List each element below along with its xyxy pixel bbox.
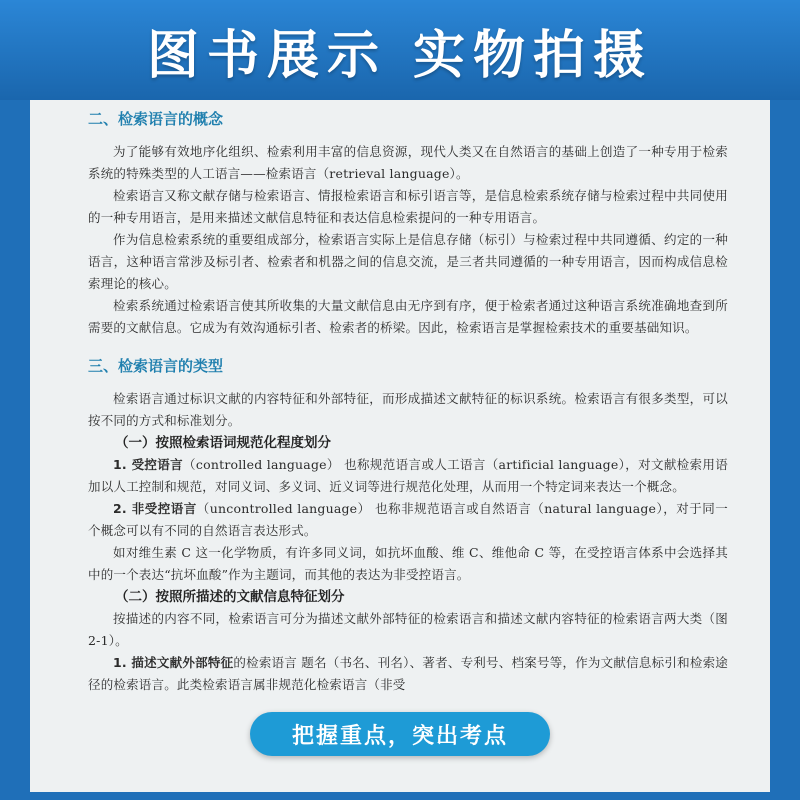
stamp-text: 把握重点，突出考点 — [291, 723, 508, 749]
term-label: 1. 受控语言 — [113, 457, 184, 472]
book-page — [88, 108, 728, 696]
term-label: 2. 非受控语言 — [113, 501, 197, 516]
paragraph-uncontrolled-language — [88, 498, 728, 542]
paragraph: 检索系统通过检索语言使其所收集的大量文献信息由无序到有序，便于检索者通过这种语言系统准确地查到所需要的文献信息。它成为有效沟通标引者、检索者的桥梁。因此，检索语言是掌握检索技术的重要基础知识。 — [88, 298, 728, 335]
top-banner — [0, 0, 800, 100]
book-page-photo — [20, 100, 780, 800]
highlight-stamp — [250, 712, 550, 756]
term-text: （uncontrolled language） 也称非规范语言或自然语言（natural language），对于同一个概念可以有不同的自然语言表达形式。 — [88, 501, 728, 538]
paragraph-example: 如对维生素 C 这一化学物质，有许多同义词，如抗坏血酸、维 C、维他命 C 等，在受控语言体系中会选择其中的一个表达“抗坏血酸”作为主题词，而其他的表达为非受控语言。 — [88, 545, 728, 582]
bottom-bar — [0, 792, 800, 800]
paragraph-external-features — [88, 652, 728, 696]
term-text: 的检索语言 题名（书名、刊名）、著者、专利号、档案号等，作为文献信息标引和检索途径的检索语言。此类检索语言属非规范化检索语言（非受 — [88, 655, 729, 692]
sub-heading-feature-type: （二）按照所描述的文献信息特征划分 — [115, 589, 345, 605]
term-text: （controlled language） 也称规范语言或人工语言（artificial language），对文献检索用语加以人工控制和规范，对同义词、多义词、近义词等进行规范化处理，从而用一个特定词来表达一个概念。 — [88, 457, 728, 494]
section-heading-concept: 二、检索语言的概念 — [88, 110, 224, 128]
paragraph: 检索语言通过标识文献的内容特征和外部特征，而形成描述文献特征的标识系统。检索语言有很多类型，可以按不同的方式和标准划分。 — [88, 391, 728, 428]
banner-title: 图书展示 实物拍摄 — [146, 25, 654, 86]
paragraph-controlled-language — [88, 454, 728, 498]
section-heading-types: 三、检索语言的类型 — [88, 357, 224, 375]
paragraph: 检索语言又称文献存储与检索语言、情报检索语言和标引语言等，是信息检索系统存储与检索过程中共同使用的一种专用语言，是用来描述文献信息特征和表达信息检索提问的一种专用语言。 — [88, 188, 728, 225]
paragraph: 作为信息检索系统的重要组成部分，检索语言实际上是信息存储（标引）与检索过程中共同遵循、约定的一种语言，这种语言常涉及标引者、检索者和机器之间的信息交流，是三者共同遵循的一种专用语言，因而构成信息检索理论的核心。 — [88, 232, 728, 291]
paragraph: 按描述的内容不同，检索语言可分为描述文献外部特征的检索语言和描述文献内容特征的检索语言两大类（图 2-1）。 — [88, 611, 728, 648]
paragraph: 为了能够有效地序化组织、检索利用丰富的信息资源，现代人类又在自然语言的基础上创造了一种专用于检索系统的特殊类型的人工语言——检索语言（retrieval language）。 — [88, 144, 728, 181]
term-label: 1. 描述文献外部特征 — [113, 655, 234, 670]
sub-heading-control-degree: （一）按照检索语词规范化程度划分 — [115, 435, 331, 451]
